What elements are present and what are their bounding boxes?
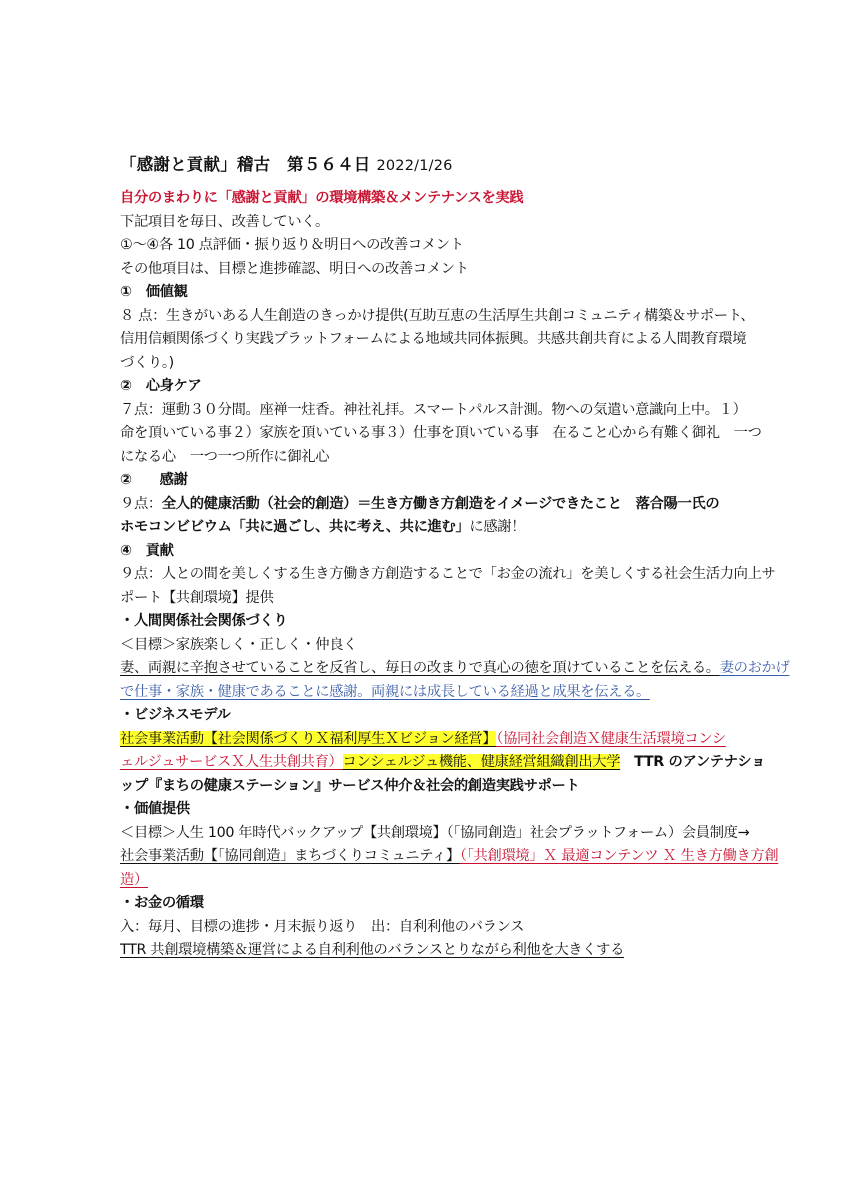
business-line-2 (120, 751, 766, 775)
gratitude-text: に感謝！ (469, 519, 526, 535)
value-red-text: 造） (120, 871, 148, 888)
relations-blue-text: 妻のおかげ (719, 660, 790, 676)
value-line-1: ＜目標＞人生 100 年時代バックアップ【共創環境】（「協同創造」社会プラットフォーム）会員制度→ (120, 824, 750, 841)
section-heading-gratitude: ② 感謝 (120, 472, 188, 488)
body-care-line: 命を頂いている事２）家族を頂いている事３）仕事を頂いている事 在ること心から有難く御礼 一つ (120, 425, 762, 441)
business-line-3: ップ『まちの健康ステーション』サービス仲介＆社会的創造実践サポート (120, 777, 580, 794)
business-line-1 (120, 728, 740, 752)
section-heading-money: ・お金の循環 (120, 895, 204, 911)
highlighted-text: 社会事業活動【社会関係づくりＸ福利厚生Ｘビジョン経営】 (120, 730, 497, 747)
body-care-line: ７点：運動３０分間。座禅一炷香。神社礼拝。スマートパルス計測。物への気遣い意識向上中。１） (120, 401, 747, 418)
subtitle: 自分のまわりに「感謝と貢献」の環境構築＆メンテナンスを実践 (120, 190, 524, 206)
contribution-line: ９点：人との間を美しくする生き方働き方創造することで「お金の流れ」を美しくする社会生活力向上サ (120, 566, 776, 582)
business-bold-text: TTR のアンテナショ (620, 754, 766, 770)
intro-line: ①～④各 10 点評価・振り返り＆明日への改善コメント (120, 237, 464, 253)
title-date: 2022/1/26 (376, 158, 453, 174)
section-heading-values: ① 価値観 (120, 284, 188, 300)
money-line-1: 入：毎月、目標の進捗・月末振り返り 出：自利利他のバランス (120, 918, 525, 935)
intro-line: その他項目は、目標と進捗確認、明日への改善コメント (120, 260, 469, 277)
section-heading-relations: ・人間関係社会関係づくり (120, 613, 288, 629)
relations-line-2 (120, 681, 740, 705)
money-line-2: TTR 共創環境構築＆運営による自利利他のバランスとりながら利他を大きくする (120, 942, 625, 958)
gratitude-line-2 (120, 516, 740, 540)
values-line: ８ 点：生きがいある人生創造のきっかけ提供(互助互恵の生活厚生共創コミュニティ構築＆サポート、 (120, 307, 755, 324)
gratitude-line-1 (120, 493, 740, 517)
gratitude-bold-text: 全人的健康活動（社会的創造）＝生き方働き方創造をイメージできたこと 落合陽一氏の (161, 495, 720, 512)
section-heading-body-care: ② 心身ケア (120, 378, 202, 394)
business-red-text: （協同社会創造Ｘ健康生活環境コンシ (496, 730, 726, 747)
contribution-line: ポート【共創環境】提供 (120, 589, 274, 606)
values-line: 信用信頼関係づくり実践プラットフォームによる地域共同体振興。共感共創共育による人間教育環境 (120, 331, 747, 347)
relations-text: 妻、両親に辛抱させていることを反省し、毎日の改まりで真心の徳を頂けていることを伝える。 (120, 660, 720, 676)
value-line-2 (120, 845, 779, 869)
page-title (120, 150, 740, 180)
gratitude-bold-text: ホモコンビビウム「共に過ごし、共に考え、共に進む」 (120, 519, 470, 535)
relations-blue-text: で仕事・家族・健康であることに感謝。両親には成長している経過と成果を伝える。 (120, 683, 650, 700)
relations-line-1 (120, 657, 790, 681)
value-line-3 (120, 869, 740, 893)
document-page (120, 150, 790, 963)
title-main: 「感謝と貢献」稽古 第５６４日 (120, 155, 371, 174)
value-red-text: （「共創環境」Ｘ 最適コンテンツ Ｘ 生き方働き方創 (459, 848, 779, 864)
relations-goal: ＜目標＞家族楽しく・正しく・仲良く (120, 636, 358, 653)
value-text: 社会事業活動【「協同創造」まちづくりコミュニティ】 (120, 848, 460, 864)
body-care-line: になる心 一つ一つ所作に御礼心 (120, 448, 330, 465)
section-heading-contribution: ④ 貢献 (120, 542, 174, 559)
values-line: づくり。) (120, 354, 174, 371)
highlighted-text: コンシェルジュ機能、健康経営組織創出大学 (342, 754, 621, 770)
intro-line: 下記項目を毎日、改善していく。 (120, 213, 329, 230)
section-heading-business: ・ビジネスモデル (120, 707, 231, 723)
score-label: ９点： (120, 495, 162, 512)
business-red-text: ェルジュサービスＸ人生共創共育） (120, 754, 343, 770)
section-heading-value: ・価値提供 (120, 801, 190, 817)
